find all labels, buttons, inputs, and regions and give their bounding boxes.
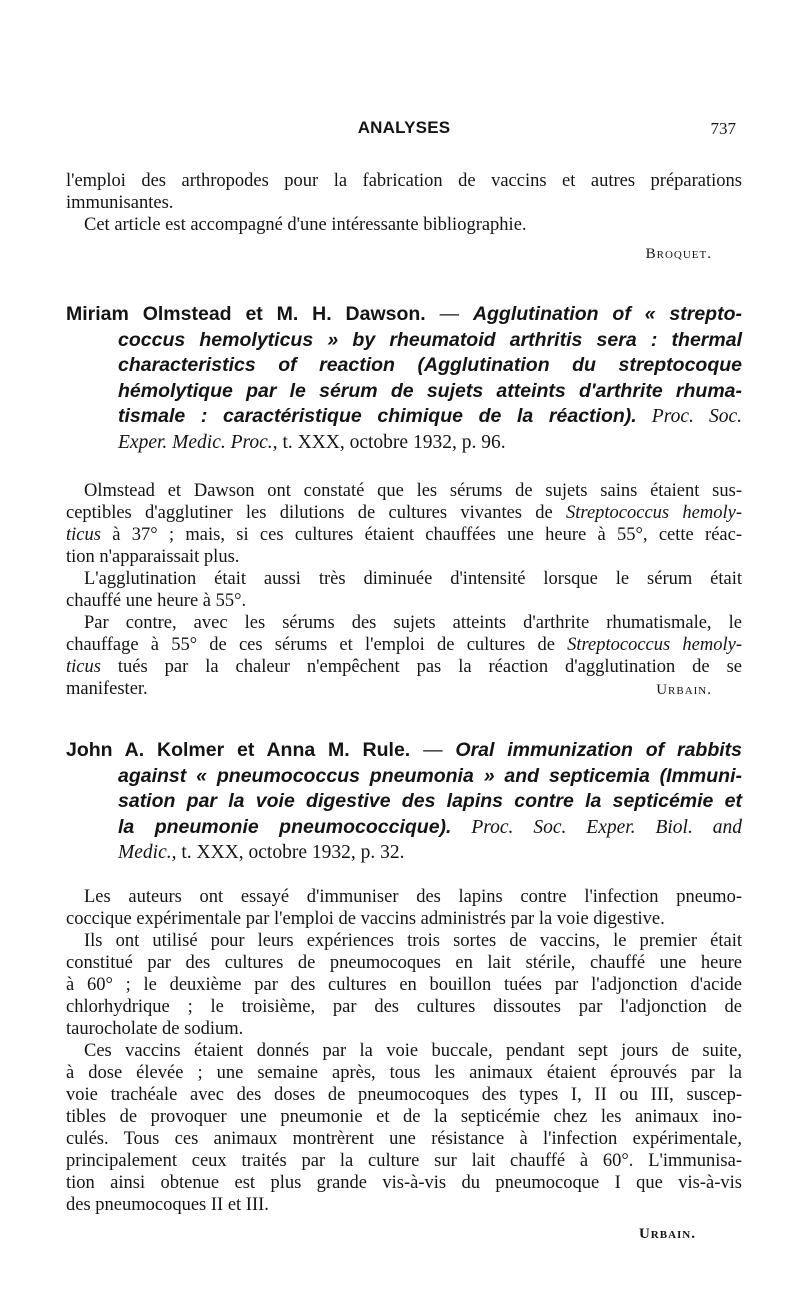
heading-line (66, 302, 742, 328)
heading-line (66, 379, 742, 405)
entry-2-journal: Proc. Soc. Exper. Biol. and (451, 816, 742, 838)
text-line: Les auteurs ont essayé d'immuniser des lapins contre l'infection pneumo- (84, 887, 742, 907)
text-line: Olmstead et Dawson ont constaté que les sérums de sujets sains étaient sus- (84, 481, 742, 501)
signature-urbain: Urbain. (656, 682, 712, 698)
entry-2-title: la pneumonie pneumococcique). (118, 815, 452, 838)
entry-2-title: sation par la voie digestive des lapins contre la septicémie et (118, 790, 742, 812)
entry-1-title: characteristics of reaction (Agglutination du streptocoque (118, 354, 742, 376)
signature-broquet: Broquet. (645, 246, 712, 262)
text-line: tion n'apparaissait plus. (66, 547, 240, 567)
page-header (66, 118, 742, 144)
signature-urbain: Urbain. (638, 1226, 696, 1242)
page-number: 737 (710, 119, 736, 138)
entry-2-title: Oral immunization of rabbits (455, 739, 743, 761)
text-line: tion ainsi obtenue est plus grande vis-à-vis du pneumocoque I que vis-à-vis (66, 1173, 742, 1193)
heading-dash: — (410, 739, 456, 761)
heading-dash: — (425, 303, 473, 325)
text-line: ticus tués par la chaleur n'empêchent pas la réaction d'agglutination de se (66, 657, 742, 677)
intro-note: Cet article est accompagné d'une intéressante bibliographie. (84, 215, 527, 235)
entry-1-journal: Proc. Soc. (636, 406, 742, 427)
entry-1-title: coccus hemolyticus » by rheumatoid arthritis sera : thermal (118, 328, 742, 351)
entry-1-authors: Miriam Olmstead et M. H. Dawson. (66, 303, 426, 325)
heading-line (66, 840, 742, 866)
entry-2-journal: Medic., (118, 842, 177, 863)
text-line: principalement ceux traités par la culture sur lait chauffé à 60°. L'immunisa- (66, 1151, 742, 1171)
entry-2-body (66, 886, 742, 1216)
text-line: à 60° ; le deuxième par des cultures en bouillon tuées par l'adjonction d'acide (66, 975, 742, 995)
entry-1-heading (66, 302, 742, 455)
heading-line (66, 430, 742, 456)
entry-1-title: Agglutination of « strepto- (472, 303, 742, 325)
text-line: Par contre, avec les sérums des sujets atteints d'arthrite rhumatismale, le (84, 613, 742, 633)
text-line: chlorhydrique ; le troisième, par des cultures dissoutes par l'adjonction de (66, 997, 742, 1017)
text-line: L'agglutination était aussi très diminuée d'intensité lorsque le sérum était (84, 569, 742, 589)
text-line: taurocholate de sodium. (66, 1019, 244, 1039)
text-line: ticus à 37° ; mais, si ces cultures étaient chauffées une heure à 55°, cette réac- (66, 525, 742, 545)
heading-line (66, 328, 742, 354)
text-line: ceptibles d'agglutiner les dilutions de cultures vivantes de Streptococcus hemoly- (66, 503, 742, 523)
entry-1-body (66, 480, 742, 700)
text-line: chauffé une heure à 55°. (66, 591, 247, 611)
entry-1-citation: t. XXX, octobre 1932, p. 96. (277, 431, 506, 453)
text-line: voie trachéale avec des doses de pneumocoques des types I, II ou III, suscep- (66, 1085, 742, 1105)
heading-line (66, 353, 742, 379)
entry-1-title: tismale : caractéristique chimique de la réaction). (118, 405, 637, 427)
text-line: à dose élevée ; une semaine après, tous les animaux étaient éprouvés par la (66, 1063, 742, 1083)
heading-line (66, 789, 742, 815)
text-line: des pneumocoques II et III. (66, 1195, 269, 1215)
heading-line (66, 764, 742, 790)
entry-2-heading (66, 738, 742, 866)
entry-2-authors: John A. Kolmer et Anna M. Rule. (66, 739, 411, 761)
intro-paragraph (66, 170, 742, 236)
text-line: manifester. (66, 679, 148, 699)
text-line: coccique expérimentale par l'emploi de vaccins administrés par la voie digestive. (66, 909, 665, 929)
text-line: chauffage à 55° de ces sérums et l'emploi de cultures de Streptococcus hemoly- (66, 635, 742, 655)
entry-1-title: hémolytique par le sérum de sujets atteints d'arthrite rhuma- (118, 379, 742, 402)
entry-2-title: against « pneumococcus pneumonia » and septicemia (Immuni- (118, 764, 742, 787)
heading-line (66, 738, 742, 764)
text-line: l'emploi des arthropodes pour la fabrication de vaccins et autres préparations (66, 171, 742, 191)
text-line: constitué par des cultures de pneumocoques en lait stérile, chauffé une heure (66, 953, 742, 973)
text-line: immunisantes. (66, 193, 174, 213)
entry-1-journal: Exper. Medic. Proc., (118, 431, 278, 453)
heading-line (66, 404, 742, 430)
text-line: Ils ont utilisé pour leurs expériences trois sortes de vaccins, le premier était (84, 931, 742, 951)
text-line: culés. Tous ces animaux montrèrent une résistance à l'infection expérimentale, (66, 1129, 742, 1149)
running-title: ANALYSES (357, 118, 451, 137)
entry-2-citation: t. XXX, octobre 1932, p. 32. (176, 842, 405, 863)
text-line: tibles de provoquer une pneumonie et de la septicémie chez les animaux ino- (66, 1107, 742, 1127)
text-line: Ces vaccins étaient donnés par la voie buccale, pendant sept jours de suite, (84, 1041, 742, 1061)
heading-line (66, 815, 742, 841)
